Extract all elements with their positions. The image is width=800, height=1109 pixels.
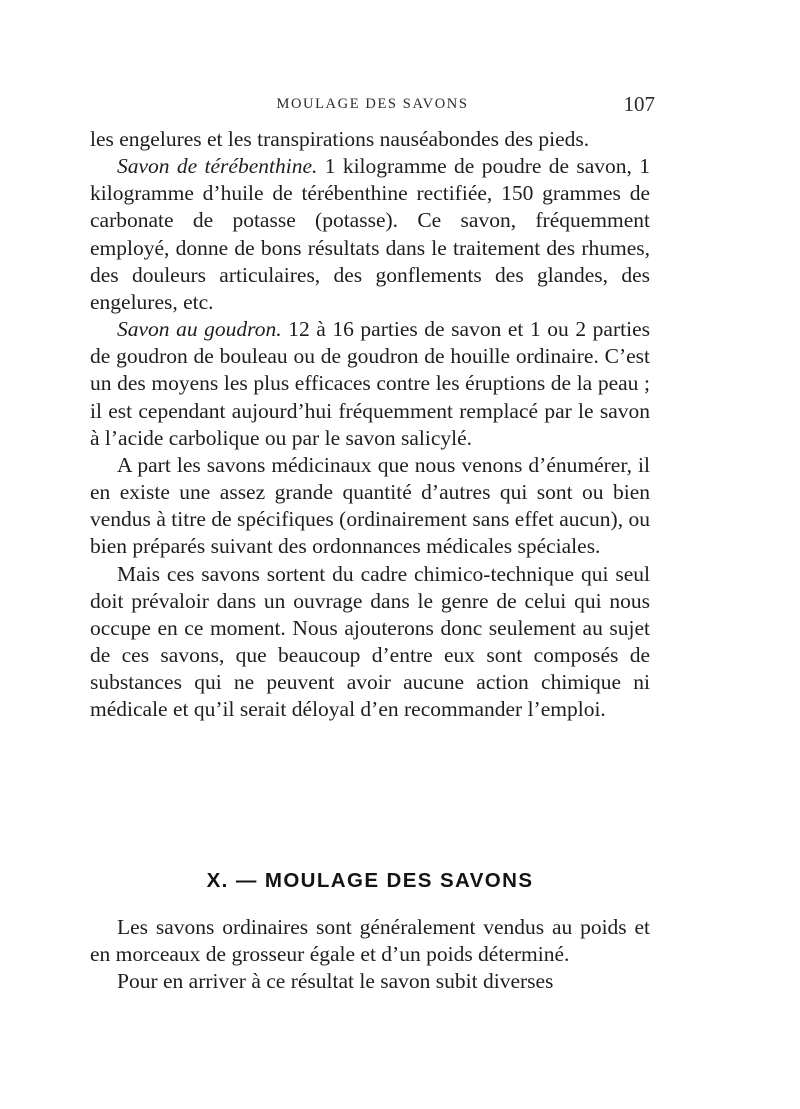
entry-title-terebenthine: Savon de térébenthine. (117, 154, 318, 179)
paragraph-savons-medicinaux: A part les savons médicinaux que nous venons d’énumérer, il en existe une assez grande quantité d’autres qui sont ou bien vendus à titre de spécifiques (ordinairement sans effet aucun), ou bien préparés suivant des ordonnances médicales spéciales. (90, 452, 650, 559)
paragraph-cadre-chimico-technique: Mais ces savons sortent du cadre chimico-technique qui seul doit prévaloir dans un ouvrage dans le genre de celui qui nous occupe en ce moment. Nous ajouterons donc seulement au sujet de ces savons, que beaucoup d’entre eux sont composés de substances qui ne peuvent avoir aucune action chimique ni médicale et qu’il serait déloyal d’en recommander l’emploi. (90, 561, 650, 722)
section-heading: X. — MOULAGE DES SAVONS (206, 869, 534, 892)
paragraph-savon-terebenthine (90, 153, 650, 316)
paragraph-savon-goudron (90, 316, 650, 452)
paragraph-continuation: les engelures et les transpirations nauséabondes des pieds. (90, 127, 590, 151)
running-header (90, 92, 655, 116)
entry-text-goudron: 12 à 16 parties de savon et 1 ou 2 parties de goudron de bouleau ou de goudron de houille ordinaire. C’est un des moyens les plus efficaces contre les éruptions de la peau ; il est cependant aujourd’hui fréquemment remplacé par le savon à l’acide carbolique ou par le savon salicylé. (90, 317, 650, 450)
entry-text-terebenthine: 1 kilogramme de poudre de savon, 1 kilogramme d’huile de térébenthine rectifiée, 150 grammes de carbonate de potasse (potasse). Ce savon, fréquemment employé, donne de bons résultats dans le traitement des rhumes, des douleurs articulaires, des gonflements des glandes, des engelures, etc. (90, 154, 651, 314)
page-number: 107 (623, 92, 655, 116)
body-text (90, 126, 650, 723)
paragraph-pour-en-arriver: Pour en arriver à ce résultat le savon subit diverses (117, 969, 554, 994)
section-text (90, 914, 650, 995)
entry-title-goudron: Savon au goudron. (117, 317, 282, 342)
running-title: MOULAGE DES SAVONS (276, 96, 469, 112)
paragraph-savons-ordinaires: Les savons ordinaires sont généralement vendus au poids et en morceaux de grosseur égale et d’un poids déterminé. (90, 915, 650, 967)
